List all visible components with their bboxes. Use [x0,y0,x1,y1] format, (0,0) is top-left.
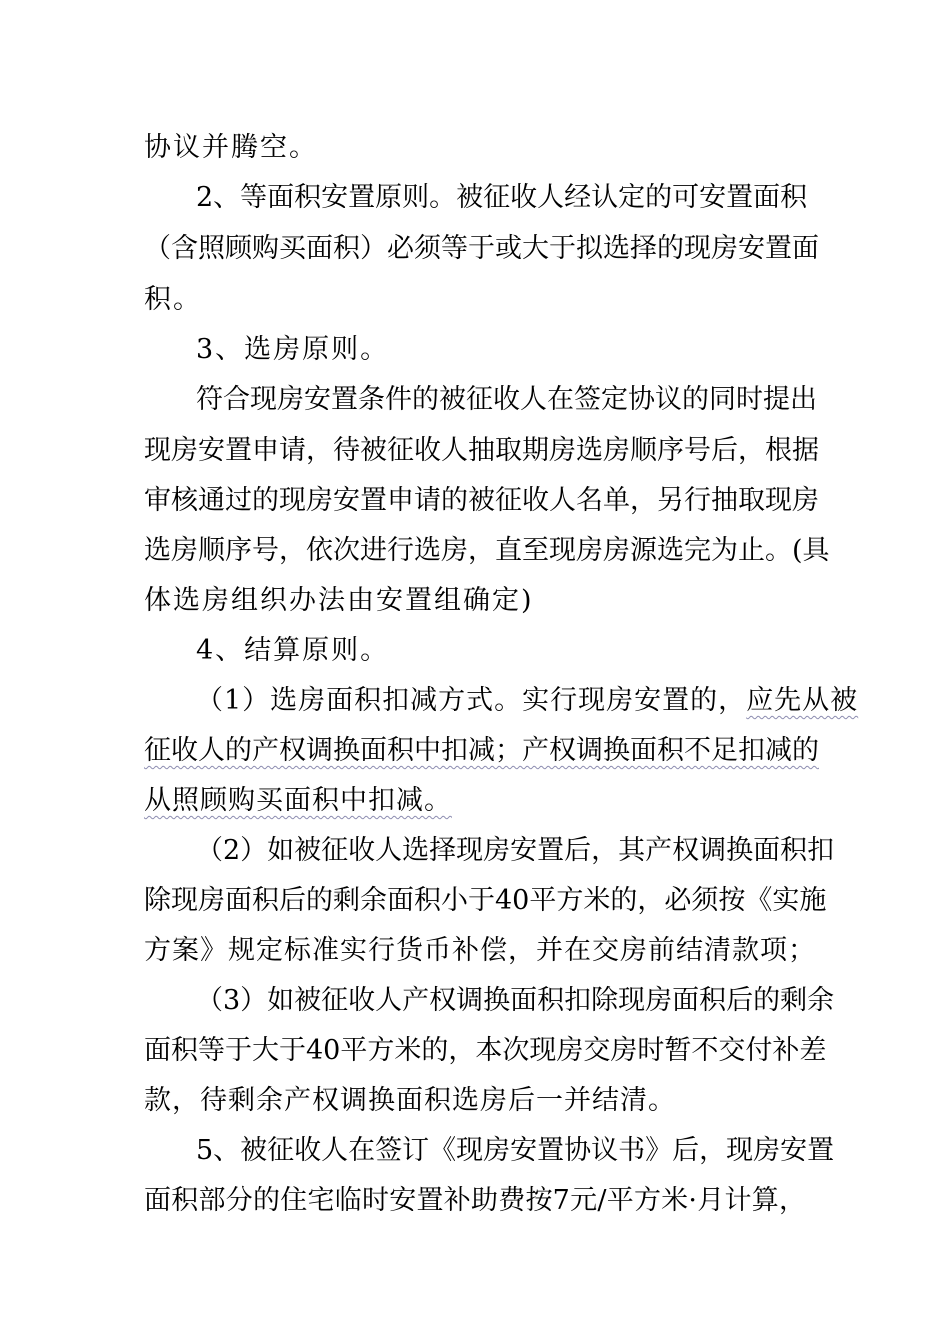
text-line-7: 现房安置申请，待被征收人抽取期房选房顺序号后，根据 [144,435,819,466]
text-line-15: （2）如被征收人选择现房安置后，其产权调换面积扣 [196,835,835,866]
text-line-14: 从照顾购买面积中扣减。 [144,785,452,816]
text-line-13: 征收人的产权调换面积中扣减；产权调换面积不足扣减的 [144,735,819,766]
text-line-12 [196,684,858,718]
text-line-16: 除现房面积后的剩余面积小于40平方米的，必须按《实施 [144,885,827,916]
text-line-3: （含照顾购买面积）必须等于或大于拟选择的现房安置面 [144,233,819,264]
text-line-4: 积。 [144,284,202,315]
text-line-18: （3）如被征收人产权调换面积扣除现房面积后的剩余 [196,985,835,1016]
text-line-20: 款，待剩余产权调换面积选房后一并结清。 [144,1085,676,1116]
text-line-19: 面积等于大于40平方米的，本次现房交房时暂不交付补差 [144,1035,827,1066]
text-line-10: 体选房组织办法由安置组确定) [144,585,534,616]
text-line-22: 面积部分的住宅临时安置补助费按7元/平方米·月计算， [144,1185,806,1216]
text-line-17: 方案》规定标准实行货币补偿，并在交房前结清款项； [144,935,816,966]
text-line-5: 3、选房原则。 [196,334,390,365]
text-line-21: 5、被征收人在签订《现房安置协议书》后，现房安置 [196,1135,835,1166]
text-line-6: 符合现房安置条件的被征收人在签定协议的同时提出 [196,384,817,415]
text-line-8: 审核通过的现房安置申请的被征收人名单，另行抽取现房 [144,485,819,516]
text-line-12-marked: 应先从被 [746,685,859,716]
text-line-12-plain: （1）选房面积扣减方式。实行现房安置的， [196,685,747,716]
text-line-9: 选房顺序号，依次进行选房，直至现房房源选完为止。(具 [144,535,830,566]
text-line-11: 4、结算原则。 [196,635,390,666]
text-line-1: 协议并腾空。 [144,132,318,163]
text-line-2: 2、等面积安置原则。被征收人经认定的可安置面积 [196,182,808,213]
